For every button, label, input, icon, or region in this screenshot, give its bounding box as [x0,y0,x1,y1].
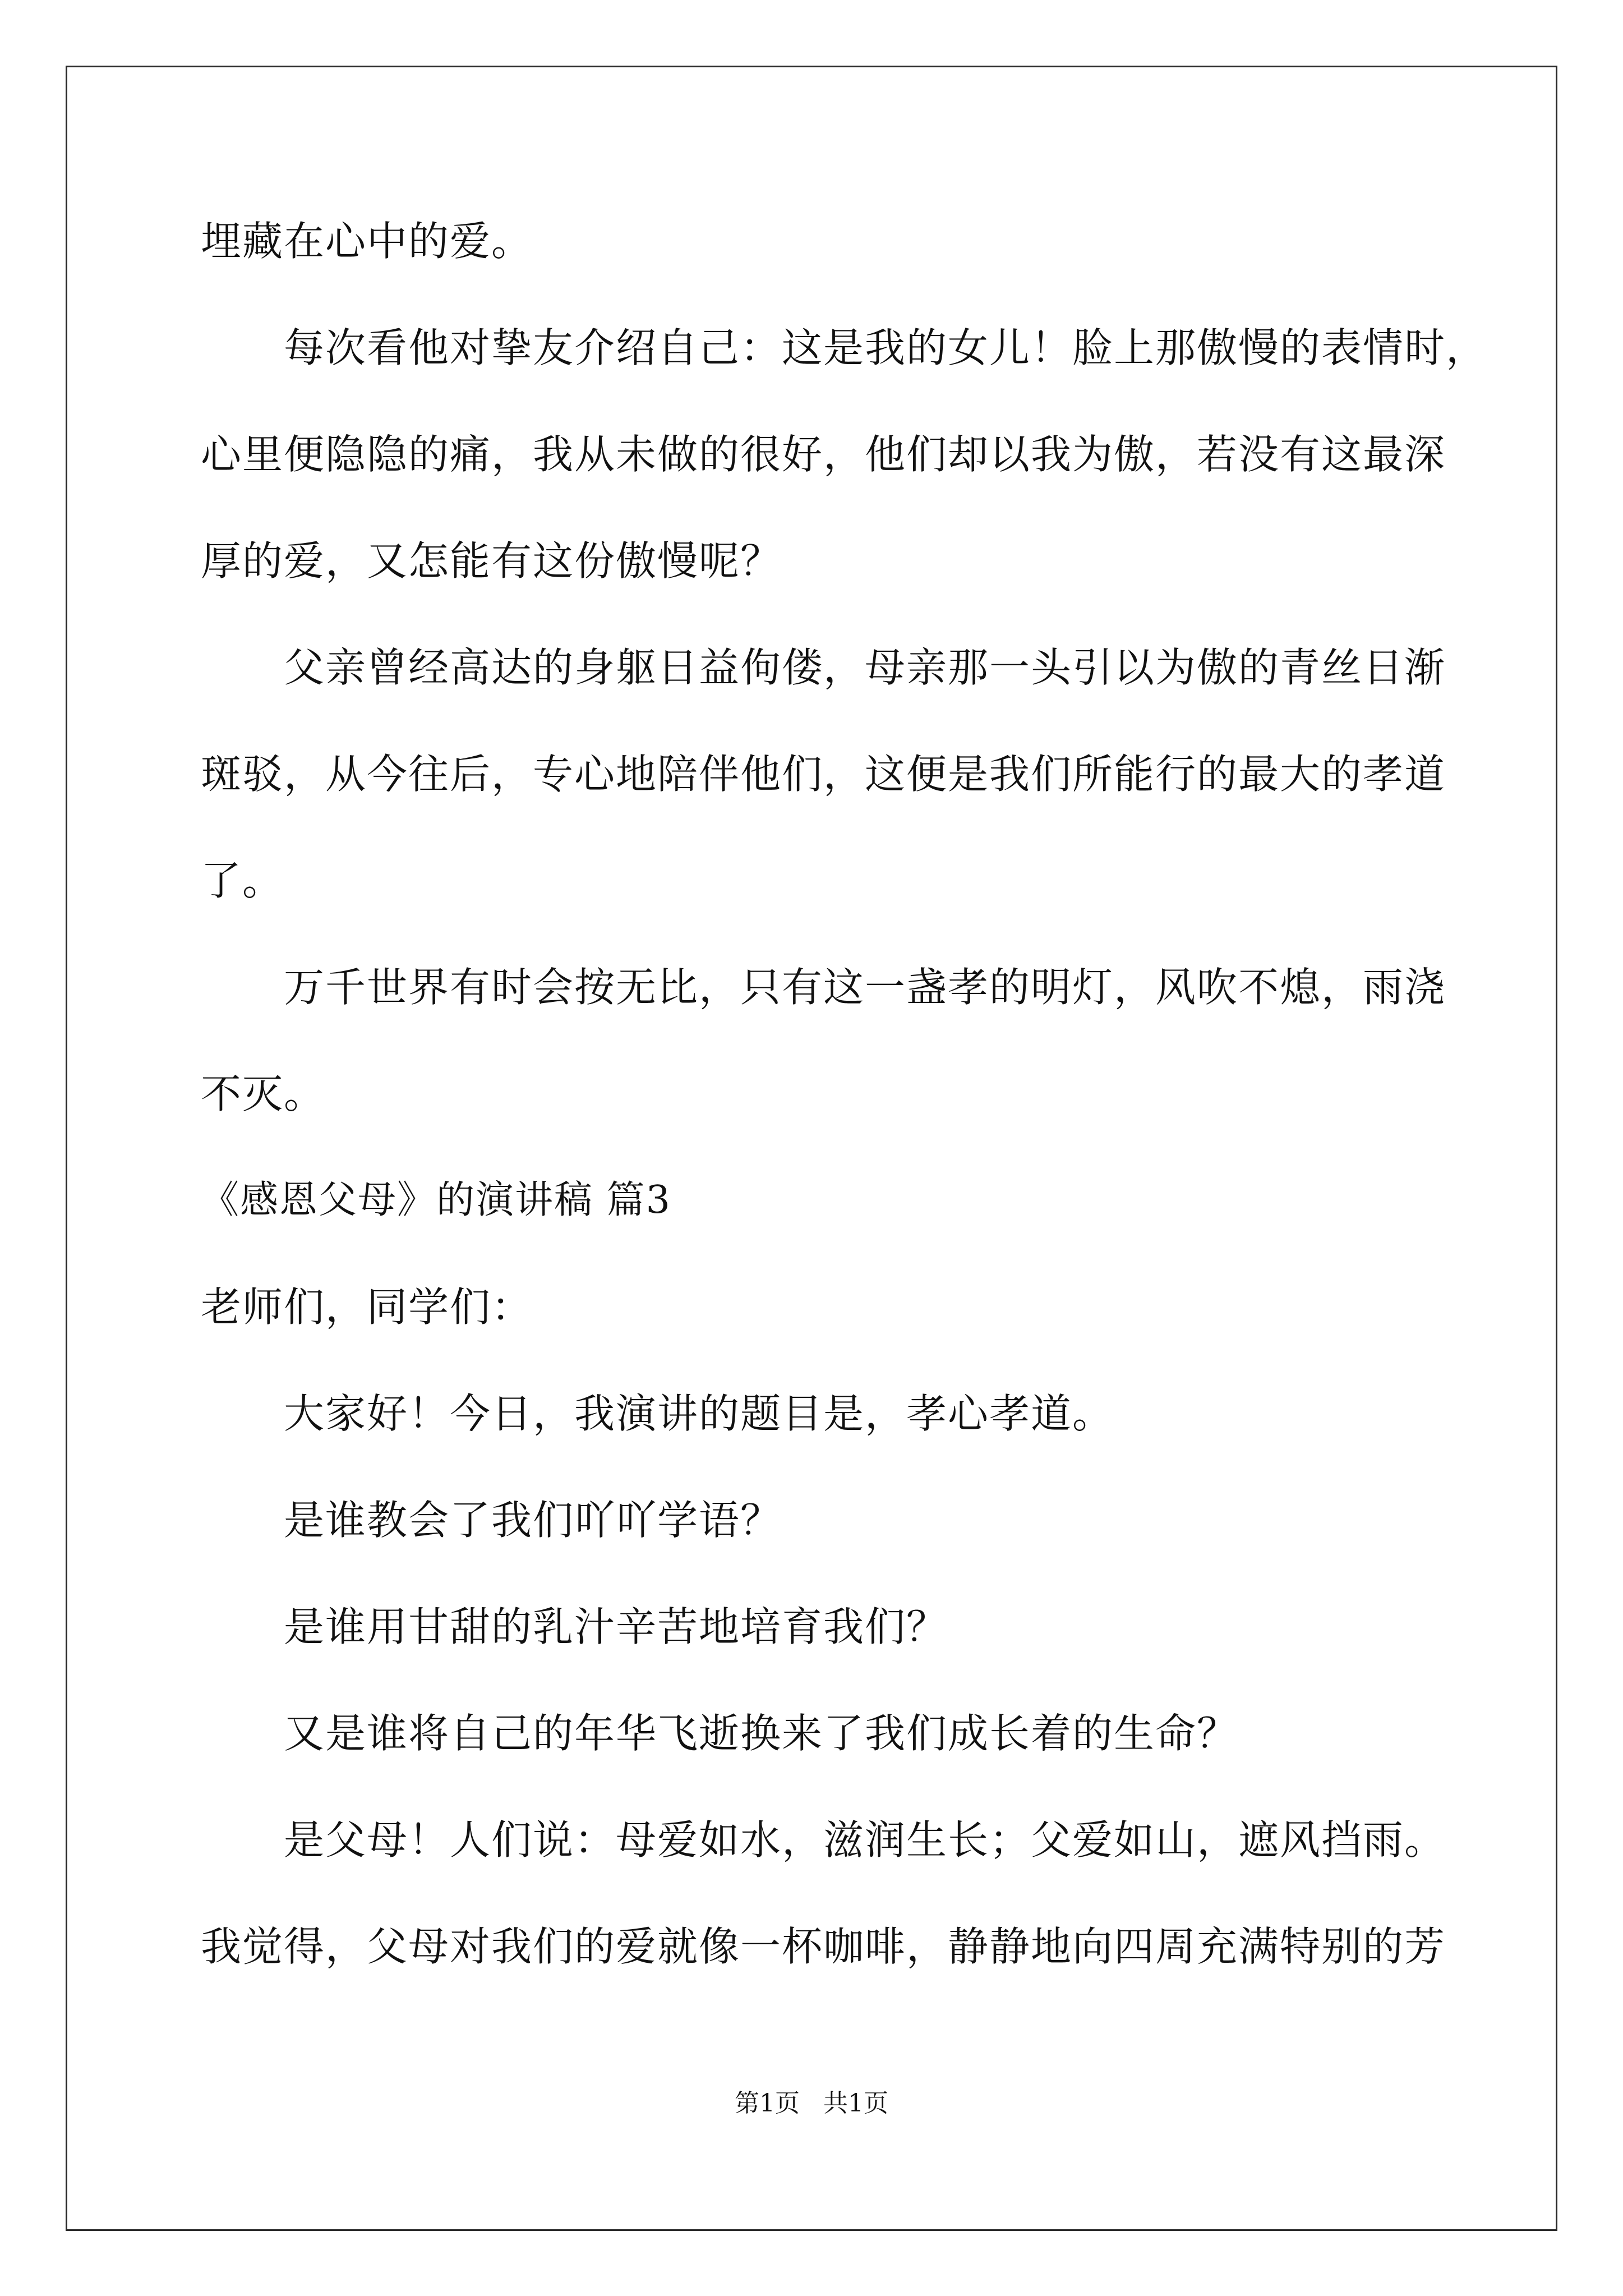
text-line: 我觉得，父母对我们的爱就像一杯咖啡，静静地向四周充满特别的芳 [201,1923,1446,1970]
salutation: 老师们，同学们： [201,1283,533,1331]
paragraph-line: 每次看他对挚友介绍自己：这是我的女儿！脸上那傲慢的表情时， [284,324,1488,371]
paragraph-line: 万千世界有时会按无比，只有这一盏孝的明灯，风吹不熄，雨浇 [284,964,1446,1011]
paragraph-line: 父亲曾经高达的身躯日益佝偻，母亲那一头引以为傲的青丝日渐 [284,644,1446,691]
paragraph-line: 是父母！人们说：母爱如水，滋润生长；父爱如山，遮风挡雨。 [284,1816,1446,1864]
paragraph-line: 是谁教会了我们吖吖学语？ [284,1497,782,1544]
text-line: 心里便隐隐的痛，我从未做的很好，他们却以我为傲，若没有这最深 [201,431,1446,478]
text-line: 斑驳，从今往后，专心地陪伴他们，这便是我们所能行的最大的孝道 [201,751,1446,798]
paragraph-line: 又是谁将自己的年华飞逝换来了我们成长着的生命？ [284,1710,1239,1757]
paragraph-line: 大家好！今日，我演讲的题目是，孝心孝道。 [284,1390,1114,1437]
text-line: 不灭。 [201,1070,326,1117]
paragraph-line: 是谁用甘甜的乳汁辛苦地培育我们？ [284,1603,948,1650]
text-line: 埋藏在心中的爱。 [201,218,533,265]
page-border [66,66,1557,2231]
section-heading: 《感恩父母》的演讲稿 篇3 [201,1178,671,1222]
text-line: 厚的爱，又怎能有这份傲慢呢？ [201,537,782,585]
text-line: 了。 [201,857,284,904]
page-footer: 第1页 共1页 [735,2089,888,2118]
